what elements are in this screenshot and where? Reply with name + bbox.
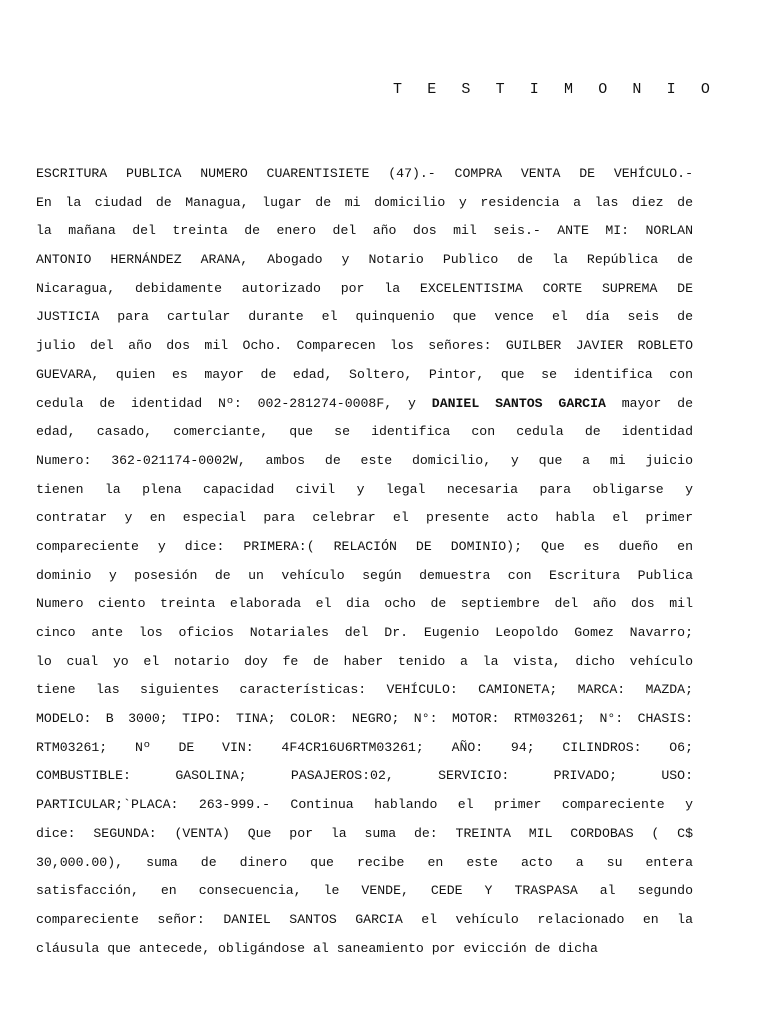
- text-line: dice: SEGUNDA: (VENTA) Que por la suma de: TREINTA MIL CORDOBAS ( C$: [36, 825, 693, 841]
- document-body: [36, 164, 693, 967]
- text-line: la mañana del treinta de enero del año dos mil seis.- ANTE MI: NORLAN: [36, 223, 693, 239]
- text-line: Numero: 362-021174-0002W, ambos de este domicilio, y que a mi juicio: [36, 452, 693, 468]
- text-line: cláusula que antecede, obligándose al saneamiento por evicción de dicha: [36, 940, 598, 956]
- text-line: tiene las siguientes características: VEHÍCULO: CAMIONETA; MARCA: MAZDA;: [36, 682, 693, 698]
- text-line: lo cual yo el notario doy fe de haber tenido a la vista, dicho vehículo: [36, 653, 693, 669]
- text-line: cinco ante los oficios Notariales del Dr. Eugenio Leopoldo Gomez Navarro;: [36, 625, 693, 640]
- text-line: Nicaragua, debidamente autorizado por la EXCELENTISIMA CORTE SUPREMA DE: [36, 280, 693, 296]
- text-line: GUEVARA, quien es mayor de edad, Soltero, Pintor, que se identifica con: [36, 366, 693, 382]
- text-line: MODELO: B 3000; TIPO: TINA; COLOR: NEGRO; N°: MOTOR: RTM03261; N°: CHASIS:: [36, 711, 693, 727]
- text-line: dominio y posesión de un vehículo según demuestra con Escritura Publica: [36, 567, 693, 583]
- text-line: julio del año dos mil Ocho. Comparecen los señores: GUILBER JAVIER ROBLETO: [36, 338, 693, 354]
- text-line: edad, casado, comerciante, que se identifica con cedula de identidad: [36, 424, 693, 440]
- text-line: ANTONIO HERNÁNDEZ ARANA, Abogado y Notario Publico de la República de: [36, 252, 693, 268]
- text-line: ESCRITURA PUBLICA NUMERO CUARENTISIETE (47).- COMPRA VENTA DE VEHÍCULO.-: [36, 166, 693, 181]
- text-line: JUSTICIA para cartular durante el quinquenio que vence el día seis de: [36, 309, 693, 325]
- text-line: satisfacción, en consecuencia, le VENDE, CEDE Y TRASPASA al segundo: [36, 883, 693, 899]
- text-segment: mayor de: [621, 395, 694, 411]
- text-segment: cedula de identidad Nº: 002-281274-0008F, y: [36, 395, 416, 411]
- text-line: compareciente señor: DANIEL SANTOS GARCIA el vehículo relacionado en la: [36, 911, 693, 927]
- text-line: En la ciudad de Managua, lugar de mi domicilio y residencia a las diez de: [36, 194, 693, 210]
- text-line: [36, 394, 693, 423]
- buyer-name-bold: DANIEL SANTOS GARCIA: [431, 395, 606, 411]
- text-line: compareciente y dice: PRIMERA:( RELACIÓN DE DOMINIO); Que es dueño en: [36, 538, 693, 554]
- text-line: 30,000.00), suma de dinero que recibe en este acto a su entera: [36, 854, 693, 870]
- text-line: tienen la plena capacidad civil y legal necesaria para obligarse y: [36, 481, 693, 497]
- text-line: PARTICULAR;`PLACA: 263-999.- Continua hablando el primer compareciente y: [36, 797, 693, 813]
- text-line: RTM03261; Nº DE VIN: 4F4CR16U6RTM03261; AÑO: 94; CILINDROS: O6;: [36, 739, 693, 755]
- text-line: COMBUSTIBLE: GASOLINA; PASAJEROS:02, SERVICIO: PRIVADO; USO:: [36, 768, 693, 784]
- text-line: contratar y en especial para celebrar el presente acto habla el primer: [36, 510, 693, 526]
- text-line: Numero ciento treinta elaborada el dia ocho de septiembre del año dos mil: [36, 596, 693, 612]
- document-title: T E S T I M O N I O: [393, 81, 718, 98]
